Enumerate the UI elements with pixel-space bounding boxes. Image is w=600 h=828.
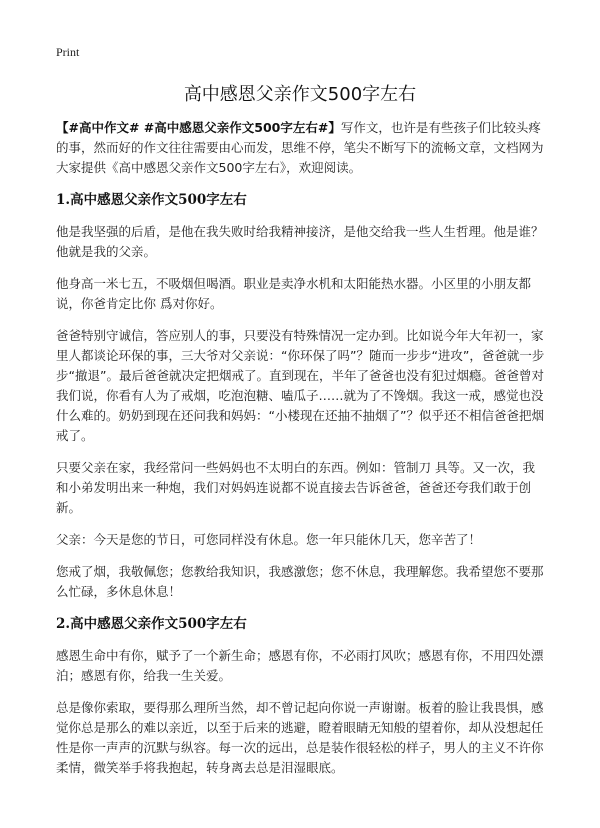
section-heading-2: 2.高中感恩父亲作文500字左右 [56, 616, 247, 632]
paragraph: 父亲：今天是您的节日，可您同样没有休息。您一年只能休几天，您辛苦了！ [56, 532, 482, 547]
article-body [56, 118, 546, 790]
paragraph: 他身高一米七五，不吸烟但喝酒。职业是卖净水机和太阳能热水器。小区里的小朋友都说，你爸肯定比你 爲对你好。 [56, 276, 532, 311]
paragraph: 他是我坚强的后盾，是他在我失败时给我精神接济，是他交给我一些人生哲理。他是谁？他就是我的父亲。 [56, 224, 544, 259]
paragraph: 感恩生命中有你，赋予了一个新生命；感恩有你，不必雨打风吹；感恩有你，不用四处漂泊；感恩有你，给我一生关爱。 [56, 648, 544, 683]
page-title: 高中感恩父亲作文500字左右 [183, 84, 417, 105]
paragraph: 只要父亲在家，我经常问一些妈妈也不太明白的东西。例如：管制刀 具等。又一次，我和小弟发明出来一种炮，我们对妈妈连说都不说直接去告诉爸爸，爸爸还夸我们敢于创新。 [56, 460, 535, 515]
section-heading-1: 1.高中感恩父亲作文500字左右 [56, 192, 247, 208]
intro-tags: 【#高中作文# #高中感恩父亲作文500字左右#】 [56, 120, 341, 135]
paragraph: 您戒了烟，我敬佩您；您教给我知识，我感激您；您不休息，我理解您。我希望您不要那么忙碌，多休息休息！ [56, 564, 544, 599]
intro-paragraph [56, 118, 546, 178]
paragraph: 总是像你索取，要得那么理所当然，却不曾记起向你说一声谢谢。板着的脸让我畏惧，感觉你总是那么的难以亲近，以至于后来的逃避，瞪着眼睛无知般的望着你，却从没想起任性是你一声声的沉默与纵容。每一次的远出，总是装作很轻松的样子，男人的主义不许你柔情，微笑举手将我抱起，转身离去总是泪湿眼底。 [56, 700, 544, 775]
intro-text: 写作文，也许是有些孩子们比较头疼的事，然而好的作文往往需要由心而发，思维不停，笔尖不断写下的流畅文章，文档网为大家提供《高中感恩父亲作文500字左右》，欢迎阅读。 [56, 120, 544, 175]
paragraph: 爸爸特别守诚信，答应别人的事，只要没有特殊情况一定办到。比如说今年大年初一，家里人都谈论环保的事，三大爷对父亲说：“你环保了吗”？随而一步步“进攻”，爸爸就一步步“撤退”。最后爸爸就决定把烟戒了。直到现在，半年了爸爸也没有犯过烟瘾。爸爸曾对我们说，你看有人为了戒烟，吃泡泡糖、嗑瓜子……就为了不馋烟。我这一戒，感觉也没什么难的。奶奶到现在还问我和妈妈：“小楼现在还抽不抽烟了”？似乎还不相信爸爸把烟戒了。 [56, 328, 545, 443]
print-label[interactable]: Print [56, 45, 80, 59]
